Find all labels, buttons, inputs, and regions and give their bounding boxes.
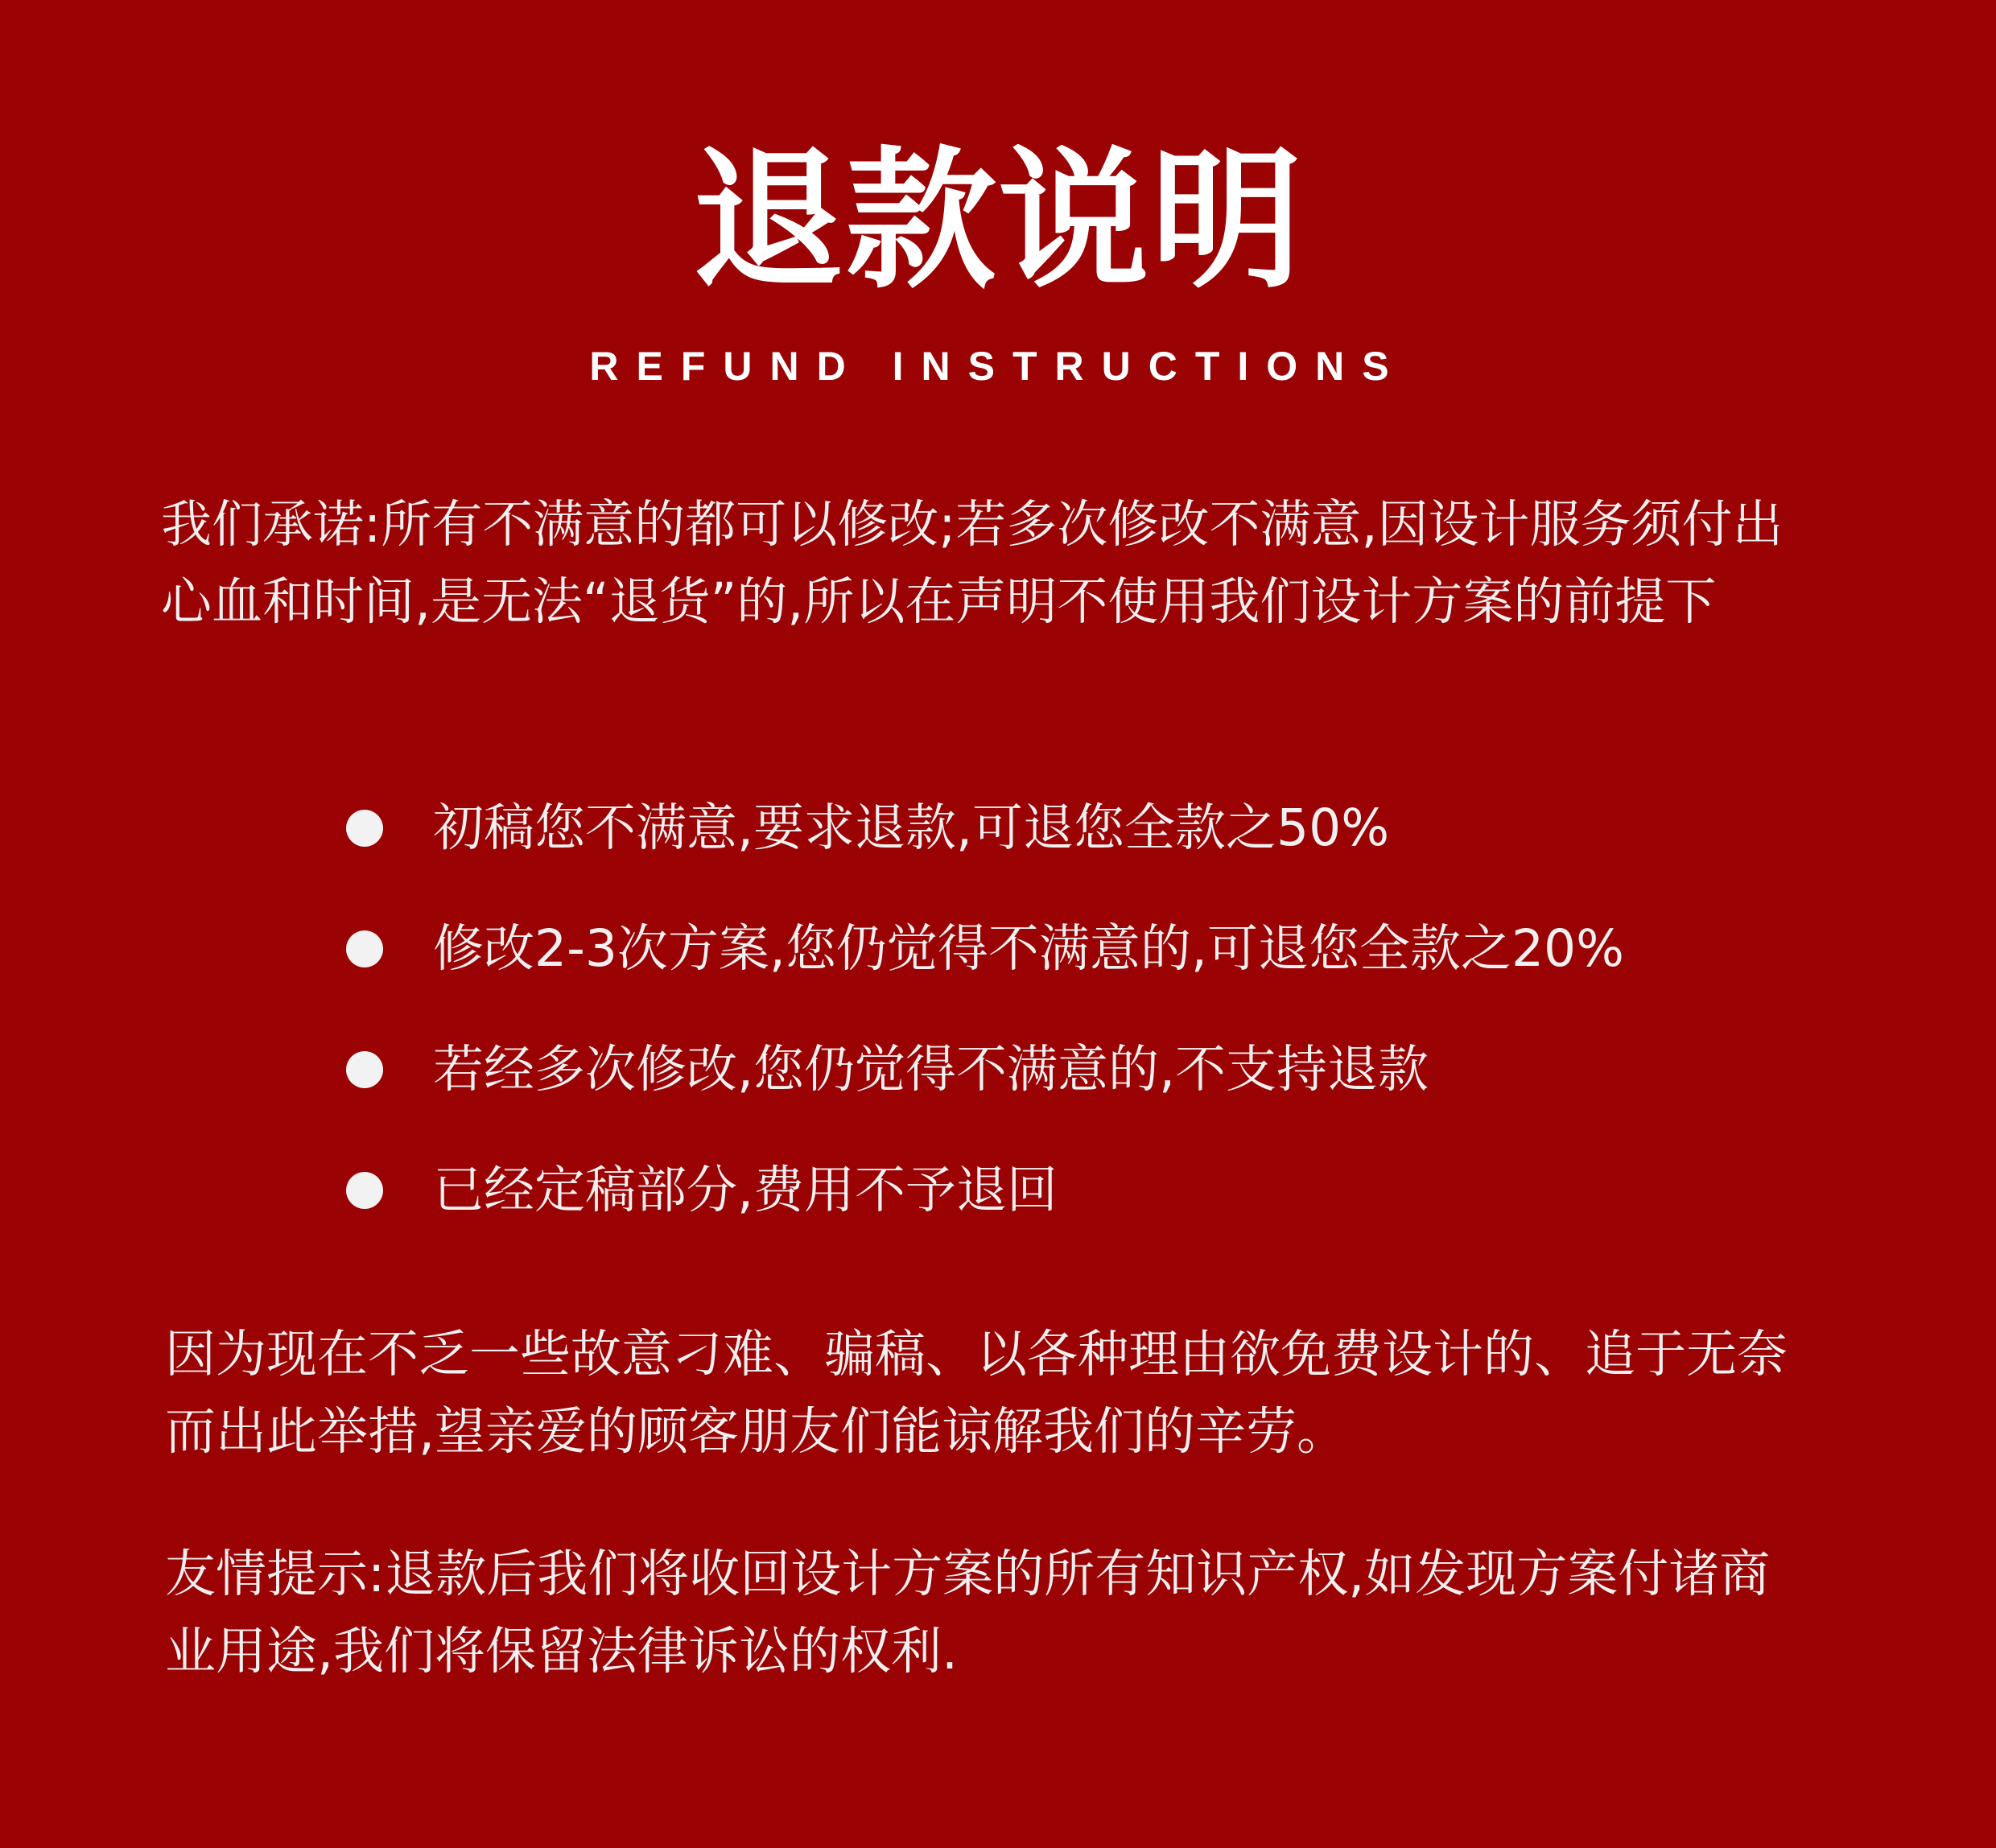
list-item bbox=[346, 889, 1924, 1009]
list-item bbox=[346, 1009, 1924, 1130]
reason-line: 因为现在不乏一些故意刁难、骗稿、以各种理由欲免费设计的、追于无奈 bbox=[165, 1325, 1788, 1384]
reason-paragraph bbox=[165, 1316, 1887, 1471]
bullet-dot-icon bbox=[346, 1051, 383, 1088]
page-title: 退款说明 bbox=[692, 133, 1304, 309]
notice-line: 业用途,我们将保留法律诉讼的权利. bbox=[165, 1622, 959, 1681]
intro-paragraph bbox=[161, 486, 1883, 641]
rule-text: 已经定稿部分,费用不予退回 bbox=[433, 1161, 1058, 1219]
bullet-dot-icon bbox=[346, 1172, 383, 1209]
rule-text: 初稿您不满意,要求退款,可退您全款之50% bbox=[433, 798, 1390, 857]
rule-text: 修改2-3次方案,您仍觉得不满意的,可退您全款之20% bbox=[433, 919, 1624, 978]
reason-line: 而出此举措,望亲爱的顾客朋友们能谅解我们的辛劳。 bbox=[165, 1402, 1348, 1461]
page-subtitle: REFUND INSTRUCTIONS bbox=[589, 344, 1407, 389]
notice-paragraph bbox=[165, 1536, 1887, 1690]
bullet-dot-icon bbox=[346, 810, 383, 847]
list-item bbox=[346, 1130, 1924, 1251]
intro-line: 我们承诺:所有不满意的都可以修改;若多次修改不满意,因设计服务须付出 bbox=[161, 495, 1784, 554]
intro-line: 心血和时间,是无法“退货”的,所以在声明不使用我们设计方案的前提下 bbox=[161, 572, 1717, 631]
refund-rules-list bbox=[346, 768, 1924, 1251]
rule-text: 若经多次修改,您仍觉得不满意的,不支持退款 bbox=[433, 1040, 1429, 1099]
notice-line: 友情提示:退款后我们将收回设计方案的所有知识产权,如发现方案付诸商 bbox=[165, 1545, 1771, 1603]
bullet-dot-icon bbox=[346, 930, 383, 967]
list-item bbox=[346, 768, 1924, 889]
